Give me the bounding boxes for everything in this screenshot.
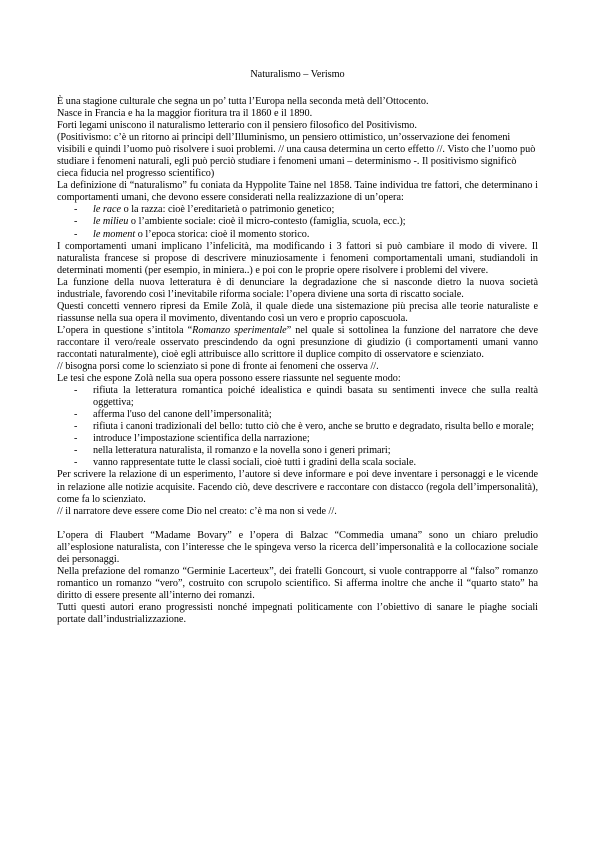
thesis-text: nella letteratura naturalista, il romanzo e la novella sono i generi primari; (93, 445, 391, 457)
paragraph-positivism-link: Forti legami uniscono il naturalismo letterario con il pensiero filosofico del Positivismo. (57, 120, 417, 132)
paragraph-human-behaviour: I comportamenti umani implicano l’infelicità, ma modificando i 3 fattori si può cambiare il modo di vivere. Il naturalista francese si propose di descrivere minuziosamente i fenomeni comportamentali umani, studiandoli in determinati momenti (per esempio, in miniera..) e poi con le proprie opere risolvere i problemi del vivere. (57, 240, 538, 276)
list-dash: - (74, 228, 78, 240)
list-item (57, 445, 538, 457)
list-item (57, 216, 538, 228)
paragraph-theses-intro: Le tesi che espone Zolà nella sua opera possono essere riassunte nel seguente modo: (57, 373, 401, 385)
list-dash: - (74, 385, 78, 397)
paragraph-flaubert-balzac: L’opera di Flaubert “Madame Bovary” e l’opera di Balzac “Commedia umana” sono un chiaro preludio all’esplosione naturalista, con l’interesse che le spingeva verso la ricerca dell’impersonalità e la collocazione sociale dei personaggi. (57, 529, 538, 565)
list-dash: - (74, 445, 78, 457)
factor-term: le milieu (93, 216, 129, 228)
book-title: Romanzo sperimentale (192, 324, 287, 336)
paragraph-gap (57, 518, 538, 530)
thesis-text: rifiuta la letteratura romantica poiché idealistica e quindi basata su sentimenti invece che sulla realtà oggettiva; (93, 385, 538, 409)
paragraph-literature-function: La funzione della nuova letteratura è di denunciare la degradazione che si nasconde dietro la nuova società industriale, favorendo così l’inevitabile riforma sociale: l’opera diviene una sorta di riscatto sociale. (57, 276, 538, 300)
list-dash: - (74, 409, 78, 421)
factor-description: o l’ambiente sociale: cioè il micro-contesto (famiglia, scuola, ecc.); (128, 216, 406, 228)
paragraph-narrator-note: // il narratore deve essere come Dio nel creato: c’è ma non si vede //. (57, 505, 337, 517)
list-item (57, 204, 538, 216)
list-dash: - (74, 421, 78, 433)
paragraph-zola: Questi concetti vennero ripresi da Emile Zolà, il quale diede una sistemazione più precisa alle teorie naturaliste e riassunse nella sua opera il movimento, diventando così un vero e proprio caposcuola. (57, 300, 538, 324)
thesis-text: afferma l'uso del canone dell’impersonalità; (93, 409, 272, 421)
list-item (57, 457, 538, 469)
paragraph-origin: Nasce in Francia e ha la maggior fioritura tra il 1860 e il 1890. (57, 108, 313, 120)
list-dash: - (74, 204, 78, 216)
thesis-text: rifiuta i canoni tradizionali del bello: tutto ciò che è vero, anche se brutto e degradato, risulta bello e morale; (93, 421, 535, 433)
list-item (57, 421, 538, 433)
factor-term: le race (93, 204, 122, 216)
page-title: Naturalismo – Verismo (250, 69, 345, 80)
paragraph-positivism-note: (Positivismo: c’è un ritorno ai principi dell’Illuminismo, un pensiero ottimistico, un’osservazione dei fenomeni visibili e quindi l’uomo può risolvere i suoi problemi. // una causa determina un certo effetto //. Visto che l’uomo può studiare i fenomeni naturali, egli può perciò studiare i fenomeni umani – determinismo -. Il positivismo significò cieca fiducia nel progresso scientifico) (57, 132, 536, 180)
paragraph-experiment-report: Per scrivere la relazione di un esperimento, l’autore si deve informare e poi deve inventare i personaggi e le vicende in relazione alle notizie acquisite. Facendo ciò, deve descrivere e raccontare con distacco (regola dell’impersonalità), come fa lo scienziato. (57, 469, 538, 505)
list-dash: - (74, 216, 78, 228)
factor-description: o l’epoca storica: cioè il momento storico. (135, 228, 310, 240)
list-item (57, 385, 538, 409)
thesis-text: vanno rappresentate tutte le classi sociali, cioè tutti i gradini della scala sociale. (93, 457, 417, 469)
paragraph-progressive-authors: Tutti questi autori erano progressisti nonché impegnati politicamente con l’obiettivo di sanare le piaghe sociali portate dall’industrializzazione. (57, 601, 538, 625)
list-item (57, 409, 538, 421)
list-item (57, 433, 538, 445)
paragraph-intro: È una stagione culturale che segna un po’ tutta l’Europa nella seconda metà dell’Ottocento. (57, 96, 429, 107)
paragraph-goncourt: Nella prefazione del romanzo “Germinie Lacerteux”, dei fratelli Goncourt, si vuole contrapporre al “falso” romanzo romantico un romanzo “vero”, costruito con scrupolo scientifico. Si afferma inoltre che anche il “quarto stato” ha diritto di essere presente all’interno dei romanzi. (57, 565, 538, 601)
paragraph-scientist-note: // bisogna porsi come lo scienziato si pone di fronte ai fenomeni che osserva //. (57, 361, 379, 373)
paragraph-taine-definition: La definizione di “naturalismo” fu coniata da Hyppolite Taine nel 1858. Taine individua tre fattori, che determinano i comportamenti umani, che devono essere considerati nella realizzazione di un’opera: (57, 180, 538, 204)
list-dash: - (74, 433, 78, 445)
paragraph-experimental-novel: L’opera in questione s’intitola “Romanzo sperimentale” nel quale si sottolinea la funzione del narratore che deve raccontare il vero/reale osservato prescindendo da ogni presunzione di giudizio (i comportamenti umani vanno raccontati naturalmente), cioè egli attribuisce allo scrittore il duplice compito di osservatore e scienziato. (57, 324, 538, 360)
list-item (57, 229, 538, 241)
zola-theses-list (57, 385, 538, 469)
list-dash: - (74, 457, 78, 469)
factor-description: o la razza: cioè l’ereditarietà o patrimonio genetico; (121, 204, 335, 216)
factor-term: le moment (93, 228, 136, 240)
taine-factors-list (57, 204, 538, 240)
thesis-text: introduce l’impostazione scientifica della narrazione; (93, 433, 310, 445)
